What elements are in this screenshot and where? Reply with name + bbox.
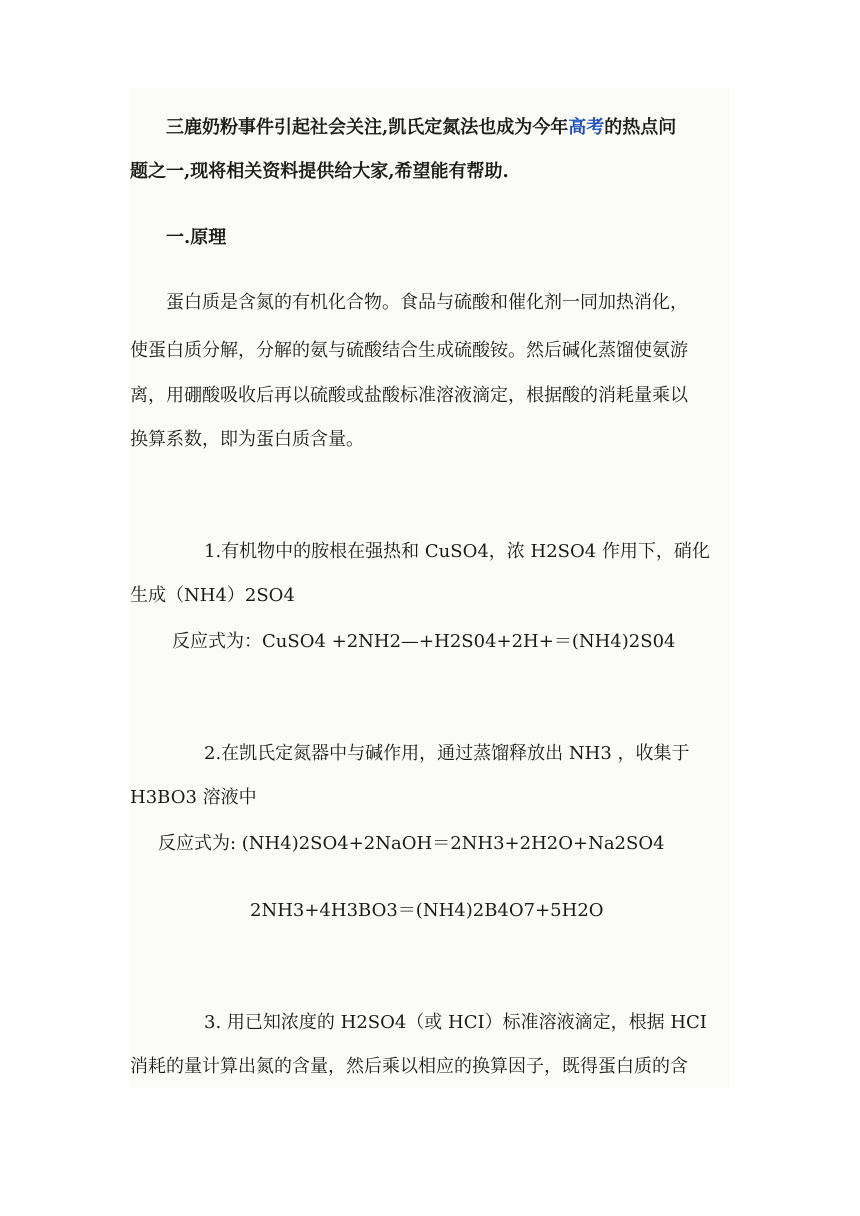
gaokao-link[interactable]: 高考: [568, 117, 605, 138]
step3-line-1: 3. 用已知浓度的 H2SO4（或 HCI）标准溶液滴定，根据 HCI: [204, 1012, 707, 1033]
intro-line-1: [166, 116, 676, 140]
principle-line-3: 离，用硼酸吸收后再以硫酸或盐酸标准溶液滴定，根据酸的消耗量乘以: [130, 385, 688, 406]
step3-line-2: 消耗的量计算出氮的含量，然后乘以相应的换算因子，既得蛋白质的含: [130, 1056, 688, 1077]
intro-text-a: 三鹿奶粉事件引起社会关注,凯氏定氮法也成为今年: [166, 117, 569, 138]
intro-line-2: 题之一,现将相关资料提供给大家,希望能有帮助.: [130, 161, 509, 182]
step1-line-2: 生成（NH4）2SO4: [130, 585, 295, 606]
step2-reaction-2: 2NH3+4H3BO3＝(NH4)2B4O7+5H2O: [250, 900, 604, 921]
principle-line-2: 使蛋白质分解，分解的氨与硫酸结合生成硫酸铵。然后碱化蒸馏使氨游: [130, 340, 688, 361]
principle-line-4: 换算系数，即为蛋白质含量。: [130, 429, 364, 450]
step2-line-1: 2.在凯氏定氮器中与碱作用，通过蒸馏释放出 NH3 ，收集于: [204, 743, 690, 764]
principle-line-1: 蛋白质是含氮的有机化合物。食品与硫酸和催化剂一同加热消化，: [166, 292, 688, 313]
section-heading: 一.原理: [166, 227, 227, 248]
step1-line-1: 1.有机物中的胺根在强热和 CuSO4，浓 H2SO4 作用下，硝化: [204, 541, 710, 562]
intro-text-b: 的热点问: [604, 117, 677, 138]
step2-reaction-1: 反应式为: (NH4)2SO4+2NaOH＝2NH3+2H2O+Na2SO4: [158, 833, 665, 854]
step2-line-2: H3BO3 溶液中: [130, 787, 257, 808]
step1-reaction: 反应式为：CuSO4 +2NH2—+H2S04+2H+＝(NH4)2S04: [172, 631, 676, 652]
